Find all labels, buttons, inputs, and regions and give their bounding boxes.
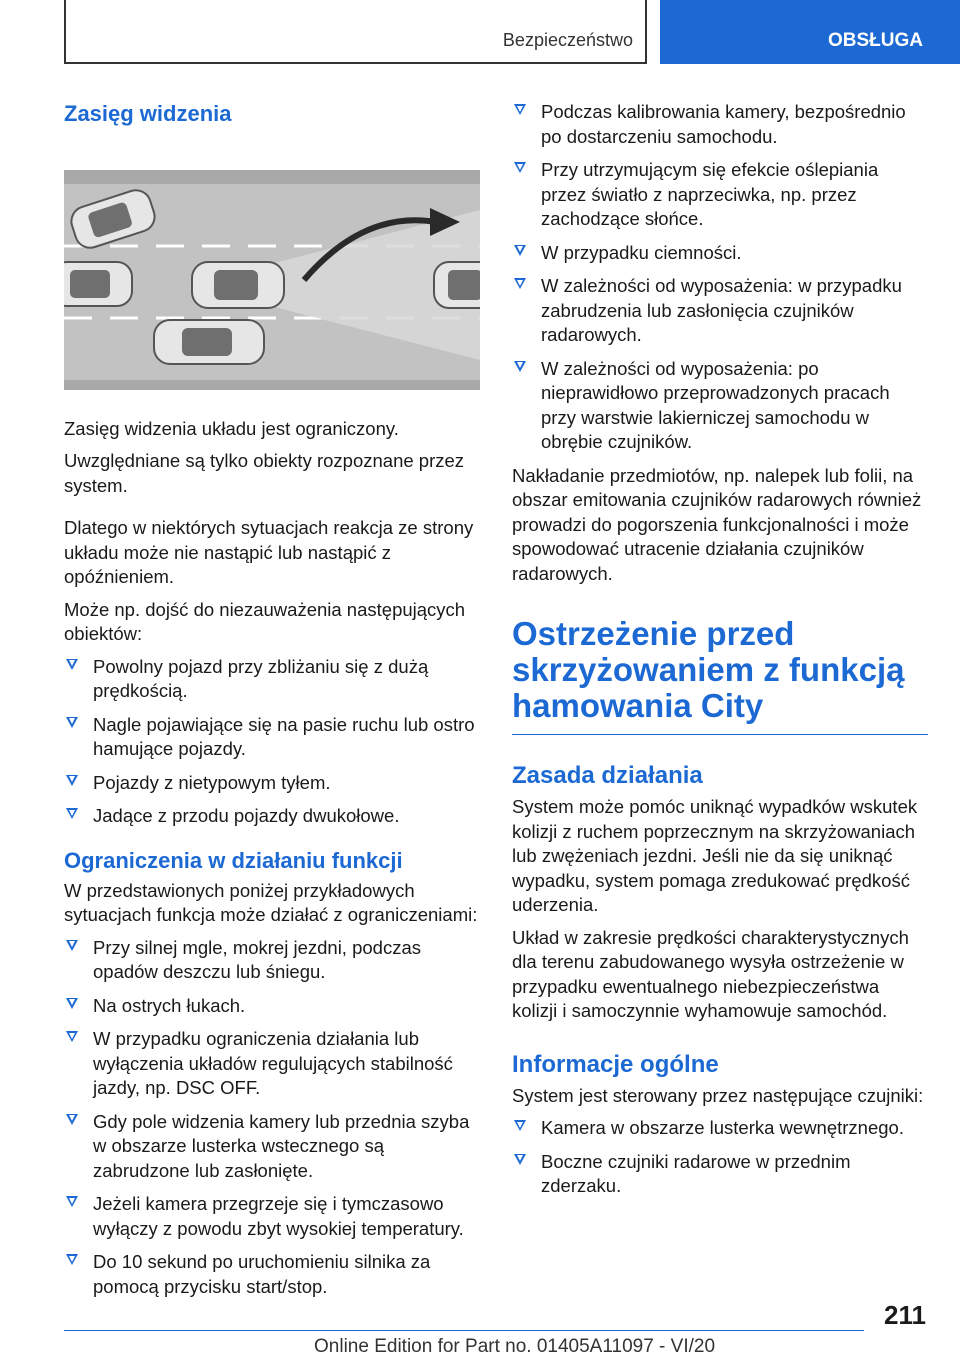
car-ego [192, 262, 284, 308]
heading-limitations: Ograniczenia w działaniu funkcji [64, 847, 403, 873]
list-item: W zależności od wyposażenia: w przypadku zabrudzenia lub zasłonięcia czujników radarowych. [512, 274, 928, 348]
triangle-bullet-icon [66, 1031, 78, 1042]
triangle-bullet-icon [66, 940, 78, 951]
heading-general-info: Informacje ogólne [512, 1050, 719, 1078]
list-item: Nagle pojawiające się na pasie ruchu lub ostro hamujące pojazdy. [64, 713, 480, 762]
triangle-bullet-icon [66, 717, 78, 728]
bullet-list [64, 936, 480, 1300]
footer-divider [64, 1330, 864, 1331]
triangle-bullet-icon [514, 1120, 526, 1131]
car-bottom [154, 320, 264, 364]
page-number: 211 [884, 1300, 926, 1330]
triangle-bullet-icon [514, 278, 526, 289]
paragraph: Dlatego w niektórych sytuacjach reakcja ze strony układu może nie nastąpić lub nastąpić z opóźnieniem. [64, 517, 474, 587]
car-middle-left [64, 262, 132, 306]
paragraph: Może np. dojść do niezauważenia następujących obiektów: [64, 598, 466, 644]
list-item: Pojazdy z nietypowym tyłem. [64, 771, 480, 796]
list-item: Boczne czujniki radarowe w przednim zderzaku. [512, 1150, 928, 1199]
list-item: Kamera w obszarze lusterka wewnętrznego. [512, 1116, 928, 1141]
list-item: Powolny pojazd przy zbliżaniu się z dużą prędkością. [64, 655, 480, 704]
paragraph: Układ w zakresie prędkości charakterystycznych dla terenu zabudowanego wysyła ostrzeżenie w przypadku ewentualnego niebezpieczeństwa kolizji i samoczynnie wyhamowuje samochód. [512, 926, 909, 1021]
car-right [434, 262, 480, 308]
list-item: W przypadku ograniczenia działania lub wyłączenia układów regulujących stabilność jazdy, np. DSC OFF. [64, 1027, 480, 1101]
bullet-list [512, 1116, 928, 1199]
paragraph: System jest sterowany przez następujące czujniki: [512, 1084, 924, 1106]
header-section-title: Bezpieczeństwo [502, 30, 633, 50]
list-item: Przy silnej mgle, mokrej jezdni, podczas opadów deszczu lub śniegu. [64, 936, 480, 985]
list-item: Na ostrych łukach. [64, 994, 480, 1019]
triangle-bullet-icon [66, 998, 78, 1009]
right-column [512, 100, 928, 1208]
header-section-box [64, 0, 647, 64]
paragraph: Nakładanie przedmiotów, np. nalepek lub folii, na obszar emitowania czujników radarowych również prowadzi do pogorszenia funkcjonalności i może spowodować utracenie działania czujników radarowych. [512, 464, 922, 584]
header-chapter-title: OBSŁUGA [828, 30, 923, 51]
list-item: Podczas kalibrowania kamery, bezpośrednio po dostarczeniu samochodu. [512, 100, 928, 149]
triangle-bullet-icon [514, 162, 526, 173]
triangle-bullet-icon [66, 659, 78, 670]
triangle-bullet-icon [514, 104, 526, 115]
triangle-bullet-icon [66, 775, 78, 786]
list-item: Jadące z przodu pojazdy dwukołowe. [64, 804, 480, 829]
heading-field-of-view: Zasięg widzenia [64, 101, 232, 126]
list-item: Gdy pole widzenia kamery lub przednia szyba w obszarze lusterka wstecznego są zabrudzone lub zasłonięte. [64, 1110, 480, 1184]
triangle-bullet-icon [66, 1254, 78, 1265]
list-item: Przy utrzymującym się efekcie oślepiania przez światło z naprzeciwka, np. przez zachodzące słońce. [512, 158, 928, 232]
list-item: W przypadku ciemności. [512, 241, 928, 266]
triangle-bullet-icon [66, 808, 78, 819]
triangle-bullet-icon [66, 1196, 78, 1207]
left-column [64, 100, 480, 1308]
paragraph: Uwzględniane są tylko obiekty rozpoznane przez system. [64, 450, 465, 496]
triangle-bullet-icon [514, 1154, 526, 1165]
list-item: Jeżeli kamera przegrzeje się i tymczasowo wyłączy z powodu zbyt wysokiej temperatury. [64, 1192, 480, 1241]
bullet-list [64, 655, 480, 829]
paragraph: W przedstawionych poniżej przykładowych sytuacjach funkcja może działać z ograniczeniami: [64, 879, 478, 925]
section-heading: Ostrzeżenie przed skrzyżowaniem z funkcją hamowania City [512, 616, 928, 735]
triangle-bullet-icon [66, 1114, 78, 1125]
list-item: Do 10 sekund po uruchomieniu silnika za pomocą przycisku start/stop. [64, 1250, 480, 1299]
triangle-bullet-icon [514, 245, 526, 256]
list-item: W zależności od wyposażenia: po nieprawidłowo przeprowadzonych pracach przy warstwie lakierniczej samochodu w obrębie czujników. [512, 357, 928, 455]
header-chapter-tab [660, 0, 960, 64]
traffic-illustration [64, 170, 480, 390]
bullet-list [512, 100, 928, 455]
triangle-bullet-icon [514, 361, 526, 372]
paragraph: Zasięg widzenia układu jest ograniczony. [64, 417, 399, 439]
heading-principle: Zasada działania [512, 762, 703, 789]
footer-edition: Online Edition for Part no. 01405A11097 - VI/20 [314, 1336, 716, 1357]
paragraph: System może pomóc uniknąć wypadków wskutek kolizji z ruchem poprzecznym na skrzyżowaniach lub zwężeniach jezdni. Jeśli nie da się uniknąć wypadku, system pomaga zredukować prędkość uderzenia. [512, 796, 918, 915]
